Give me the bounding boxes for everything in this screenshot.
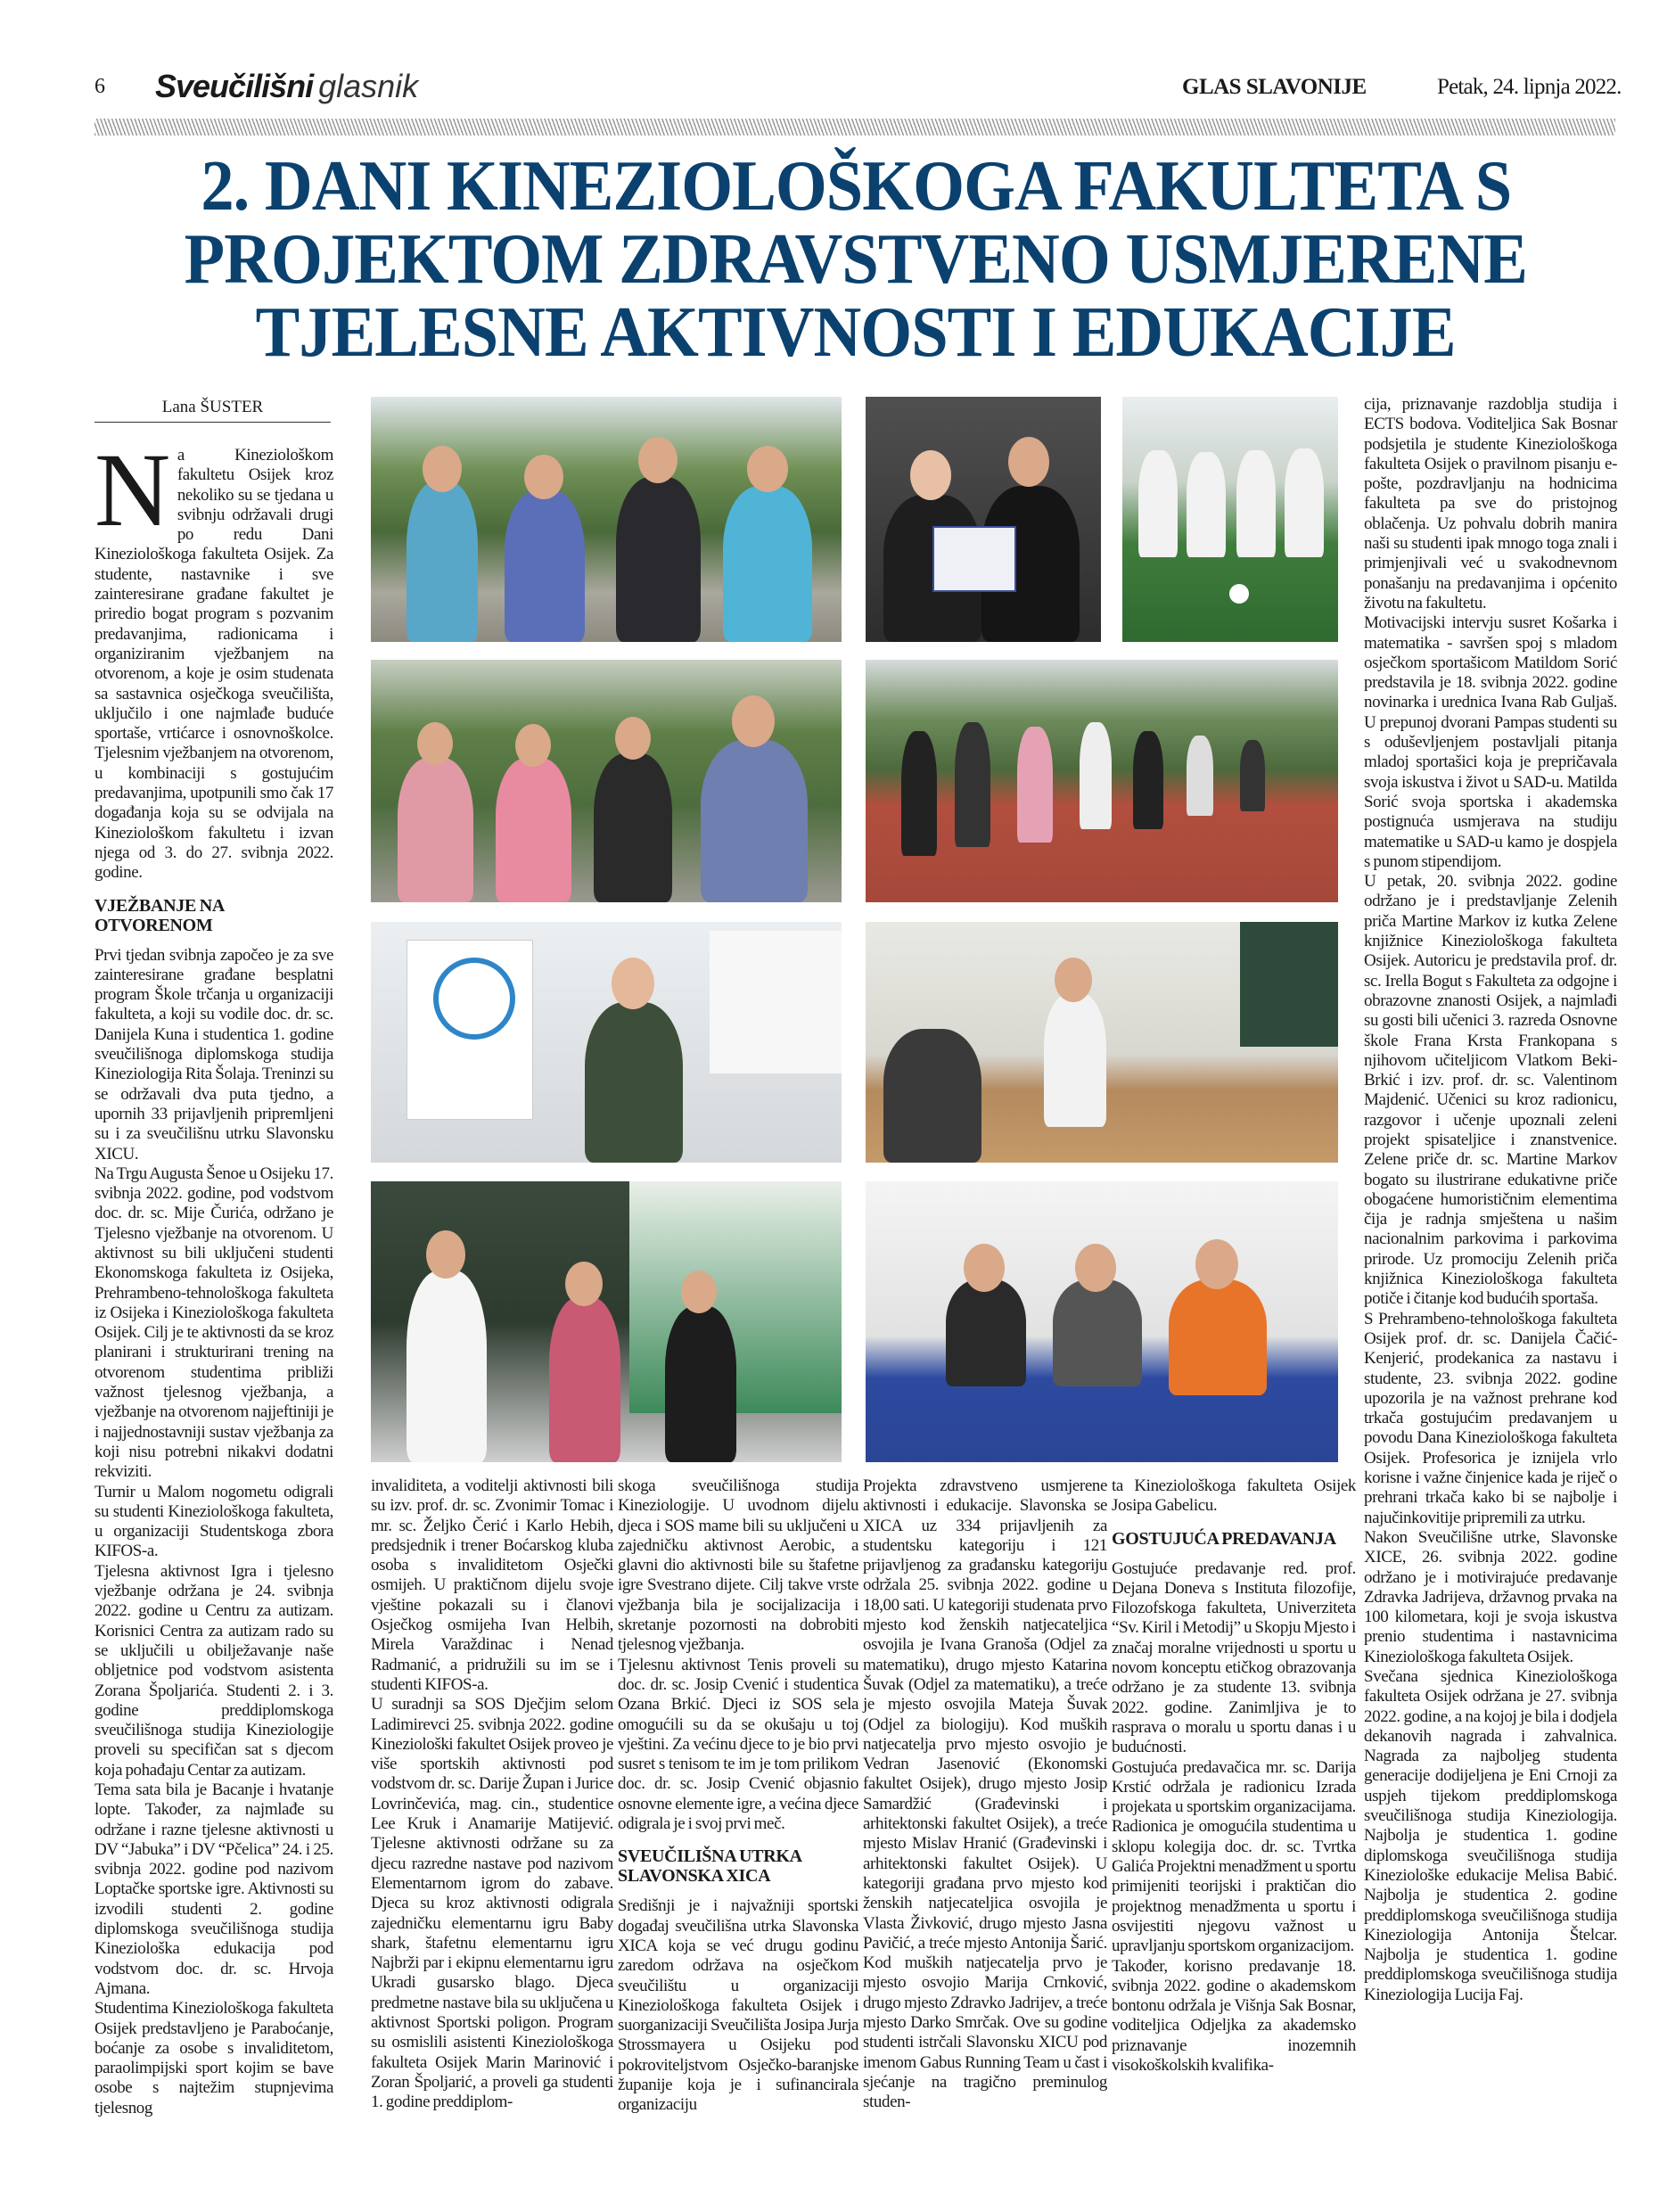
logo-bold: Sveučilišni — [155, 68, 314, 104]
photo-panel-guests — [866, 1181, 1338, 1462]
paragraph: invaliditeta, a voditelji aktivnosti bili su izv. prof. dr. sc. Zvonimir Tomac i mr. sc. Željko Čerić i Karlo Hebih, predsjednik i trener Boćarskog kluba osoba s invaliditetom Osječki osmijeh. U praktičnom dijelu svoje vještine pokazali su i članovi Osječkog osmijeha Ivan Helbih, Mirela Varaždinac i Nenad Radmanić, a pridružili su im se i studenti KIFOS-a. — [371, 1476, 613, 1694]
title-line: TJELESNE AKTIVNOSTI I EDUKACIJE — [256, 293, 1456, 372]
paragraph: Tjelesnu aktivnost Tenis proveli su doc. dr. sc. Josip Cvenić i studentica Ozana Brkić. Djeci iz SOS sela omogućili su da se okušaju u toj vještini. Za većinu djece to je bio prvi susret s tenisom te im je tom prilikom doc. dr. sc. Josip Cvenić objasnio osnovne elemente igre, a većina djece odigrala je i svoj prvi meč. — [618, 1655, 858, 1834]
section-heading: VJEŽBANJE NA OTVORENOM — [94, 895, 224, 935]
text-column-2 — [371, 1476, 613, 2113]
photo-award-ceremony — [866, 397, 1101, 642]
issue-date: Petak, 24. lipnja 2022. — [1437, 75, 1622, 99]
paragraph: Također, korisno predavanje 18. svibnja 2022. godine o akademskom bontonu održala je Višnja Sak Bosnar, voditeljica Odjeljka za akademsko priznavanje inozemnih visokoškolskih kvalifika- — [1112, 1956, 1356, 2076]
logo-light: glasnik — [318, 68, 419, 104]
paragraph: ta Kineziološkoga fakulteta Osijek Josipa Gabelicu. — [1112, 1476, 1356, 1516]
paragraph: Tema sata bila je Bacanje i hvatanje lopte. Također, za najmlađe su održane i razne tjelesne aktivnosti u DV “Jabuka” i DV “Pčelica” 24. i 25. svibnja 2022. godine pod nazivom Loptačke sportske igre. Aktivnosti su izvodili studenti 2. godine diplomskoga sveučilišnoga studija Kineziološka edukacija pod vodstvom doc. dr. sc. Hrvoja Ajmana. — [94, 1780, 333, 1998]
section-heading: SVEUČILIŠNA UTRKA SLAVONSKA XICA — [618, 1846, 801, 1887]
paragraph: skoga sveučilišnoga studija Kineziologije. U uvodnom dijelu djeca i SOS mame bili su uključeni u zajedničku aktivnost Aerobic, a glavni dio aktivnosti bile su štafetne igre Svestrano dijete. Cilj takve vrste vježbanja bila je socijalizacija i skretanje pozornosti na dobrobiti tjelesnog vježbanja. — [618, 1476, 858, 1655]
text-column-1 — [94, 432, 333, 2118]
paragraph: Projekta zdravstveno usmjerene aktivnosti i edukacije. Slavonska se XICA uz 334 prijavljenih za studentsku kategoriju i 121 prijavljenog za građansku kategoriju održala 25. svibnja 2022. godine u 18,00 sati. U kategoriji studenata prvo mjesto kod ženskih natjecateljica osvojila je Ivana Granoša (Odjel za matematiku), drugo mjesto Katarina Šuvak (Odjel za matematiku), a treće je mjesto osvojila Mateja Šuvak (Odjel za biologiju). Kod muških natjecatelja prvo mjesto osvojio je Vedran Jasenović (Ekonomski fakultet Osijek), drugo mjesto Josip Samardžić (Građevinski i arhitektonski fakultet Osijek), a treće mjesto Mislav Hranić (Građevinski i arhitektonski fakultet Osijek). U kategoriji građana prvo mjesto kod ženskih natjecateljica osvojila je Vlasta Živković, drugo mjesto Jasna Pavičić, a treće mjesto Antonija Šarić. Kod muških natjecatelja prvo je mjesto osvojio Marija Crnković, drugo mjesto Zdravko Jadrijev, a treće mjesto Darko Smrčak. Ove su godine studenti istrčali Slavonsku XICU pod imenom Gabus Running Team u čast i sjećanje na tragično preminulog studen- — [863, 1476, 1107, 2112]
photo-classroom-lecture — [866, 922, 1338, 1163]
byline: Lana ŠUSTER — [94, 398, 331, 423]
hatched-divider — [94, 119, 1615, 136]
newspaper-name: GLAS SLAVONIJE — [1182, 75, 1367, 99]
drop-cap: N — [94, 432, 170, 548]
title-line: PROJEKTOM ZDRAVSTVENO USMJERENE — [184, 220, 1528, 299]
paragraph: Tjelesna aktivnost Igra i tjelesno vježbanje održana je 24. svibnja 2022. godine u Centru za autizam. Korisnici Centra za autizam rado su se uključili u obilježavanje naše obljetnice pod vodstvom asistenta Zorana Špoljarića. Studenti 2. i 3. godine preddiplomskoga sveučilišnoga studija Kineziologije proveli su specifičan sat s djecom koja pohađaju Centar za autizam. — [94, 1561, 333, 1780]
intro-paragraph — [94, 432, 333, 884]
paragraph: cija, priznavanje razdoblja studija i ECTS bodova. Voditeljica Sak Bosnar podsjetila je studente Kineziološkoga fakulteta Osijek o pravilnom pisanju e-pošte, pozdravljanju na hodnicima fakulteta pa sve do pristojnog oblačenja. Uz pohvalu dobrih manira naši su studenti ipak mnogo toga znali i primjenjivali već u svakodnevnom ponašanju na predavanjima i općenito životu na fakultetu. — [1364, 395, 1617, 613]
text-column-5 — [1112, 1476, 1356, 2076]
section-heading: GOSTUJUĆA PREDAVANJA — [1112, 1528, 1336, 1549]
article-title — [80, 147, 1631, 372]
paragraph: Na Trgu Augusta Šenoe u Osijeku 17. svibnja 2022. godine, pod vodstvom doc. dr. sc. Mije Čurića, održano je Tjelesno vježbanje na otvorenom. U aktivnost su bili uključeni studenti Ekonomskoga fakulteta iz Osijeka, Prehrambeno-tehnološkoga fakulteta iz Osijeka i Kineziološkoga fakulteta Osijek. Cilj je te aktivnosti da se kroz planirani i strukturirani trening na otvorenom studentima približi važnost tjelesnog vježbanja, a vježbanje na otvorenom najjeftiniji je i najjednostavniji sustav vježbanja za koji nisu potrebni nikakvi dodatni rekviziti. — [94, 1164, 333, 1482]
paragraph: Gostujuća predavačica mr. sc. Darija Krstić održala je radionicu Izrada projekata u sportskim organizacijama. Radionica je omogućila studentima u sklopu kolegija doc. dr. sc. Tvrtka Galića Projektni menadžment u sportu primijeniti teorijski i praktičan dio projektnog menadžmenta u sportu i osvijestiti njegovu važnost u upravljanju sportskom organizacijom. — [1112, 1757, 1356, 1956]
paragraph: Središnji je i najvažniji sportski događaj sveučilišna utrka Slavonska XICA koja se već drugu godinu zaredom održava na osječkom sveučilištu u organizaciji Kineziološkoga fakulteta Osijek i suorganizaciji Sveučilišta Josipa Jurja Strossmayera u Osijeku pod pokroviteljstvom Osječko-baranjske županije koja je i sufinancirala organizaciju — [618, 1896, 858, 2115]
paragraph: Svečana sjednica Kineziološkoga fakulteta Osijek održana je 27. svibnja 2022. godine, a na kojoj je bila i dodjela dekanovih nagrada i zahvalnica. Nagrada za najboljeg studenta generacije dodijeljena je Eni Crnoji za uspjeh tijekom preddiplomskoga sveučilišnoga studija Kineziologija. Najbolja je studentica 1. godine diplomskoga sveučilišnoga studija Kineziološke edukacije Melisa Babić. Najbolja je studentica 2. godine preddiplomskoga sveučilišnoga studija Kineziologija Antonija Štelcar. Najbolja je studentica 1. godine preddiplomskoga sveučilišnoga studija Kineziologija Lucija Faj. — [1364, 1667, 1617, 2004]
page-number: 6 — [94, 75, 105, 98]
photo-lecture-with-logo — [371, 922, 842, 1163]
paragraph: S Prehrambeno-tehnološkoga fakulteta Osijek prof. dr. sc. Danijela Čačić-Kenjerić, prodekanica za nastavu i studente, 23. svibnja 2022. godine upozorila je na važnost prehrane kod trkača gostujućim predavanjem u povodu Dana Kineziološkoga fakulteta Osijek. Profesorica je iznijela vrlo korisne i važne činjenice kada je riječ o prehrani trkača kako bi se najbolje i najučinkovitije pripremili za utrku. — [1364, 1309, 1617, 1527]
supplement-logo — [155, 68, 418, 105]
paragraph: Nakon Sveučilišne utrke, Slavonske XICE, 26. svibnja 2022. godine održano je i motivirajuće predavanje Zdravka Jadrijeva, državnog prvaka na 100 kilometara, koji je svoja iskustva prenio studentima i nastavnicima Kineziološkoga fakulteta Osijek. — [1364, 1527, 1617, 1666]
paragraph: Motivacijski intervju susret Košarka i matematika - savršen spoj s mladom osječkom sportašicom Matildom Sorić predstavila je 18. svibnja 2022. godine novinarka i urednica Ivana Rab Guljaš. U prepunoj dvorani Pampas studenti su s oduševljenjem postavljali pitanja mladoj sportašici koja je prepričavala svoja iskustva i život u SAD-u. Matilda Sorić svoja sportska i akademska postignuća usmjerava na studiju matematike u SAD-u kamo je dospjela s punom stipendijom. — [1364, 613, 1617, 871]
paragraph: Turnir u Malom nogometu odigrali su studenti Kineziološkoga fakulteta, u organizaciji Studentskoga zbora KIFOS-a. — [94, 1482, 333, 1561]
photo-football-team — [1122, 397, 1338, 642]
photo-race-winners-women — [371, 660, 842, 902]
photo-race-winners-men — [371, 397, 842, 642]
title-line: 2. DANI KINEZIOLOŠKOGA FAKULTETA S — [201, 147, 1511, 226]
paragraph: Prvi tjedan svibnja započeo je za sve zainteresirane građane besplatni program Škole trčanja u organizaciji fakulteta, a koji su vodile doc. dr. sc. Danijela Kuna i studentica 1. godine sveučilišnoga diplomskoga studija Kineziologija Rita Šolaja. Treninzi su se održavali dva puta tjedno, a upornih 33 prijavljenih pripremljeni su i za sveučilišnu utrku Slavonsku XICU. — [94, 945, 333, 1164]
text-column-6 — [1364, 395, 1617, 2005]
paragraph: Gostujuće predavanje red. prof. Dejana Doneva s Instituta filozofije, Filozofskoga fakulteta, Univerziteta “Sv. Kiril i Metodij” u Skopju Mjesto i značaj moralne vrijednosti u sportu u novom konceptu etičkog obrazovanja održano je za studente 13. svibnja 2022. godine. Zanimljiva je to rasprava o moralu u sportu danas i u budućnosti. — [1112, 1558, 1356, 1757]
paragraph: Studentima Kineziološkoga fakulteta Osijek predstavljeno je Paraboćanje, boćanje za osobe s invaliditetom, paraolimpijski sport kojim se bave osobe s najtežim stupnjevima tjelesnog — [94, 1999, 333, 2117]
paragraph: U suradnji sa SOS Dječjim selom Ladimirevci 25. svibnja 2022. godine Kineziološki fakultet Osijek proveo je više sportskih aktivnosti pod vodstvom dr. sc. Darije Župan i Jurice Lovrinčevića, mag. cin., studentice Lee Kruk i Anamarije Matijević. Tjelesne aktivnosti održane su za djecu razredne nastave pod nazivom Elementarnom igrom do zabave. Djeca su kroz aktivnosti odigrala zajedničku elementarnu igru Baby shark, štafetnu elementarnu igru Najbrži par i ekipnu elementarnu igru Ukradi gusarsko blago. Djeca predmetne nastave bila su uključena u aktivnost Sportski poligon. Program su osmislili asistenti Kineziološkoga fakulteta Osijek Marin Marinović i Zoran Špoljarić, a proveli ga studenti 1. godine preddiplom- — [371, 1695, 613, 2112]
text-column-4 — [863, 1476, 1107, 2113]
photo-green-stories-presentation — [371, 1181, 842, 1462]
intro-text: a Kineziološkom fakultetu Osijek kroz nekoliko su se tjedana u svibnju održavali drugi po redu Dani Kineziološkoga fakulteta Osijek. Za studente, nastavnike i sve zainteresirane građane fakultet je priredio bogat program s pozvanim predavanjima, radionicama i organiziranim vježbanjem na otvorenom, a koje je osim studenata sa sastavnica osječkoga sveučilišta, uključilo i one najmlađe buduće sportaše, vrtićarce i osnovnoškolce. Tjelesnim vježbanjem na otvorenom, u kombinaciji s gostujućim predavanjima, upotpunili smo čak 17 događanja koja su se odvijala na Kineziološkom fakultetu i izvan njega od 3. do 27. svibnja 2022. godine. — [94, 446, 333, 883]
photo-outdoor-exercise — [866, 660, 1338, 902]
text-column-3 — [618, 1476, 858, 2116]
paragraph: U petak, 20. svibnja 2022. godine održano je i predstavljanje Zelenih priča Martine Markov iz kutka Zelene knjižnice Kineziološkoga fakulteta Osijek. Autoricu je predstavila prof. dr. sc. Irella Bogut s Fakulteta za odgojne i obrazovne znanosti Osijek, a najmlađi su gosti bili učenici 3. razreda Osnovne škole Frana Krsta Frankopana s njihovom učiteljicom Vlatkom Beki-Brkić i izv. prof. dr. sc. Valentinom Majdenić. Učenici su kroz radionicu, razgovor i učenje upoznali zeleni projekt spisateljice i znanstvenice. Zelene priče dr. sc. Martine Markov bogato su ilustrirane edukativne priče obogaćene humorističnim elementima čija je radnja smještena u našim nacionalnim parkovima i parkovima prirode. Uz promociju Zelenih priča knjižnica Kineziološkoga fakulteta potiče i čitanje kod budućih sportaša. — [1364, 872, 1617, 1309]
